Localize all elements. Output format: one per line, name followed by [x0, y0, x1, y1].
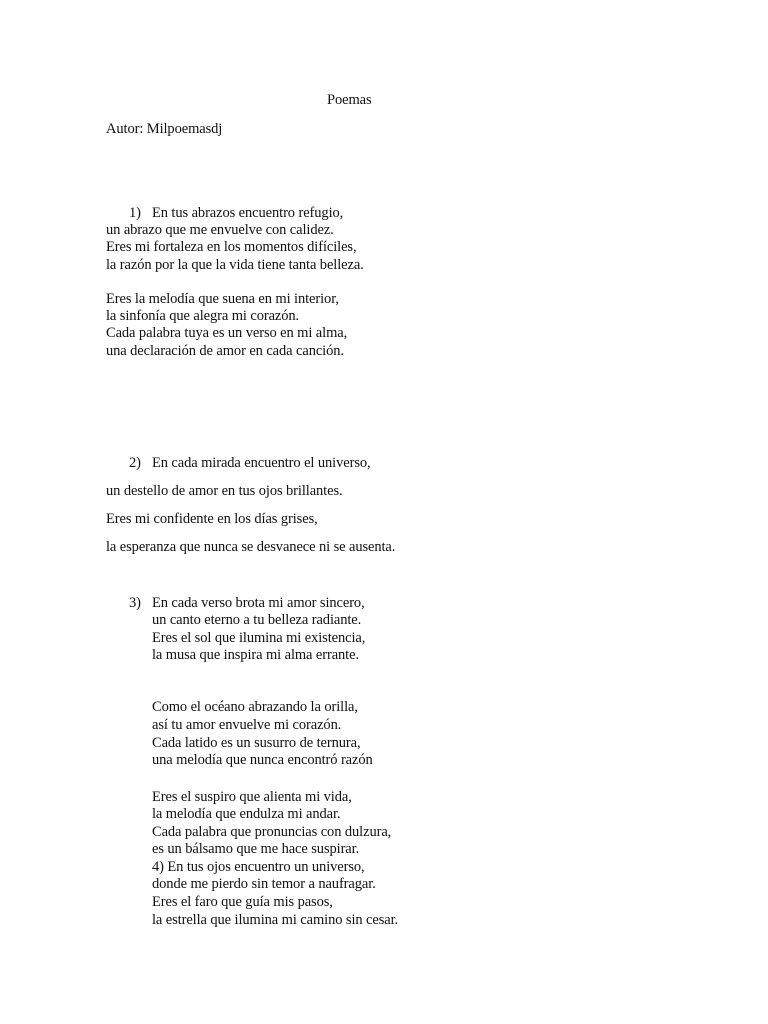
- document-title: Poemas: [327, 92, 372, 108]
- poem-3-first-line: En cada verso brota mi amor sincero,: [152, 595, 365, 611]
- poem-2-number: 2): [129, 455, 141, 471]
- poem-3-line: Cada palabra que pronuncias con dulzura,: [152, 824, 392, 840]
- poem-1-number: 1): [129, 205, 141, 221]
- poem-3-line: la melodía que endulza mi andar.: [152, 806, 341, 822]
- poem-1-line: una declaración de amor en cada canción.: [106, 343, 344, 359]
- poem-1-line: la razón por la que la vida tiene tanta belleza.: [106, 257, 364, 273]
- poem-3-line: Cada latido es un susurro de ternura,: [152, 735, 361, 751]
- poem-3-line: una melodía que nunca encontró razón: [152, 752, 373, 768]
- poem-2-first-line: En cada mirada encuentro el universo,: [152, 455, 371, 471]
- poem-4-line: Eres el faro que guía mis pasos,: [152, 894, 333, 910]
- poem-3-line: un canto eterno a tu belleza radiante.: [152, 612, 362, 628]
- poem-2-line: Eres mi confidente en los días grises,: [106, 511, 318, 527]
- document-author: Autor: Milpoemasdj: [106, 121, 223, 137]
- poem-1-line: un abrazo que me envuelve con calidez.: [106, 222, 334, 238]
- poem-1-line: Eres mi fortaleza en los momentos difíciles,: [106, 239, 357, 255]
- poem-3-line: Como el océano abrazando la orilla,: [152, 699, 358, 715]
- poem-3-line: así tu amor envuelve mi corazón.: [152, 717, 342, 733]
- poem-3-line: es un bálsamo que me hace suspirar.: [152, 841, 360, 857]
- poem-3-number: 3): [129, 595, 141, 611]
- poem-2-line: la esperanza que nunca se desvanece ni se ausenta.: [106, 539, 396, 555]
- poem-3-line: la musa que inspira mi alma errante.: [152, 647, 359, 663]
- poem-2-line: un destello de amor en tus ojos brillantes.: [106, 483, 343, 499]
- poem-1-first-line: En tus abrazos encuentro refugio,: [152, 205, 344, 221]
- poem-3-line: Eres el suspiro que alienta mi vida,: [152, 789, 352, 805]
- poem-1-line: Cada palabra tuya es un verso en mi alma,: [106, 325, 348, 341]
- poem-1-line: Eres la melodía que suena en mi interior,: [106, 291, 339, 307]
- poem-1-line: la sinfonía que alegra mi corazón.: [106, 308, 300, 324]
- poem-4-line: donde me pierdo sin temor a naufragar.: [152, 876, 376, 892]
- poem-4-first-line: 4) En tus ojos encuentro un universo,: [152, 859, 365, 875]
- poem-3-line: Eres el sol que ilumina mi existencia,: [152, 630, 366, 646]
- poem-4-line: la estrella que ilumina mi camino sin cesar.: [152, 912, 399, 928]
